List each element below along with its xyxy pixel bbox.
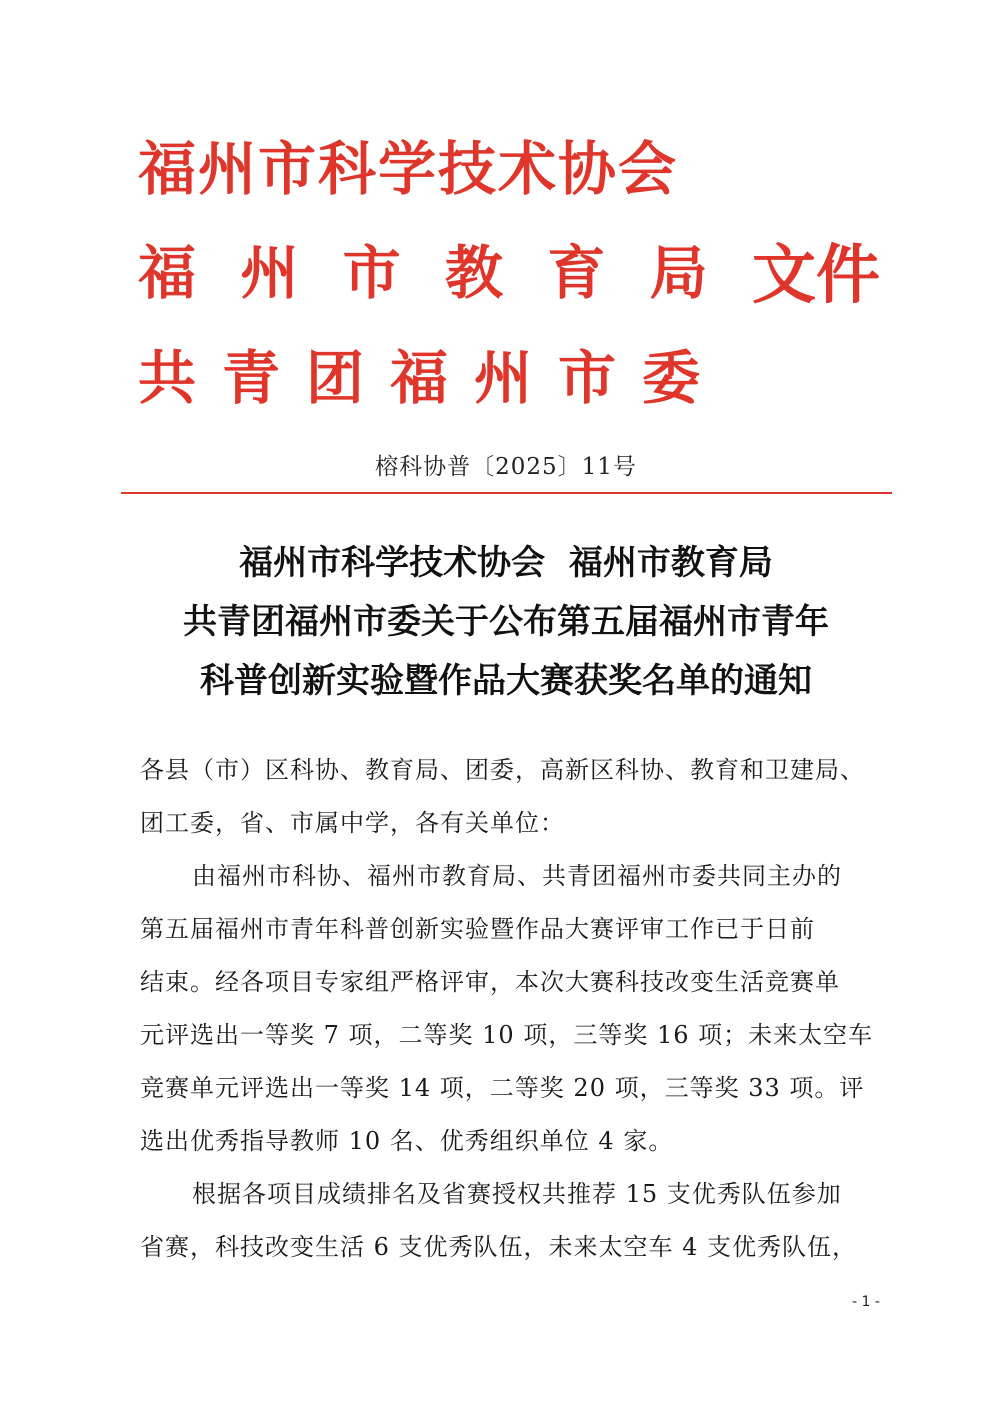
document-number: 榕科协普〔2025〕11号 <box>375 454 637 480</box>
document-title-line-1: 福州市科学技术协会 福州市教育局 <box>239 543 773 583</box>
addressee-line-2: 团工委，省、市属中学，各有关单位： <box>140 809 565 837</box>
body-paragraph-2-line-2: 省赛，科技改变生活 6 支优秀队伍，未来太空车 4 支优秀队伍， <box>140 1233 858 1261</box>
issuing-org-line-2-char: 局 <box>649 239 708 307</box>
issuing-org-line-1: 福州市科学技术协会 <box>138 135 679 203</box>
body-paragraph-1-line-6: 选出优秀指导教师 10 名、优秀组织单位 4 家。 <box>140 1127 674 1155</box>
page-number: - 1 - <box>852 1294 880 1310</box>
addressee-line-1: 各县（市）区科协、教育局、团委，高新区科协、教育和卫建局、 <box>140 756 865 784</box>
issuing-org-line-2-char: 福 <box>138 239 197 307</box>
body-paragraph-2-line-1: 根据各项目成绩排名及省赛授权共推荐 15 支优秀队伍参加 <box>192 1180 842 1208</box>
body-paragraph-1-line-4: 元评选出一等奖 7 项，二等奖 10 项，三等奖 16 项；未来太空车 <box>140 1021 874 1049</box>
body-paragraph-1-line-1: 由福州市科协、福州市教育局、共青团福州市委共同主办的 <box>192 862 842 890</box>
document-title-line-3: 科普创新实验暨作品大赛获奖名单的通知 <box>200 661 812 701</box>
document-title-line-2: 共青团福州市委关于公布第五届福州市青年 <box>183 602 829 642</box>
issuing-org-line-3: 共青团福州市委 <box>138 344 727 412</box>
body-paragraph-1-line-2: 第五届福州市青年科普创新实验暨作品大赛评审工作已于日前 <box>140 915 815 943</box>
issuing-org-line-2-char: 市 <box>342 239 401 307</box>
header-divider <box>121 492 892 494</box>
issuing-org-line-2-char: 育 <box>547 239 606 307</box>
body-paragraph-1-line-5: 竞赛单元评选出一等奖 14 项，二等奖 20 项，三等奖 33 项。评 <box>140 1074 865 1102</box>
issuing-org-line-2 <box>138 239 880 313</box>
document-label: 文件 <box>751 239 880 313</box>
issuing-org-line-2-char: 州 <box>240 239 299 307</box>
issuing-org-line-2-char: 教 <box>444 239 503 307</box>
body-paragraph-1-line-3: 结束。经各项目专家组严格评审，本次大赛科技改变生活竞赛单 <box>140 968 840 996</box>
